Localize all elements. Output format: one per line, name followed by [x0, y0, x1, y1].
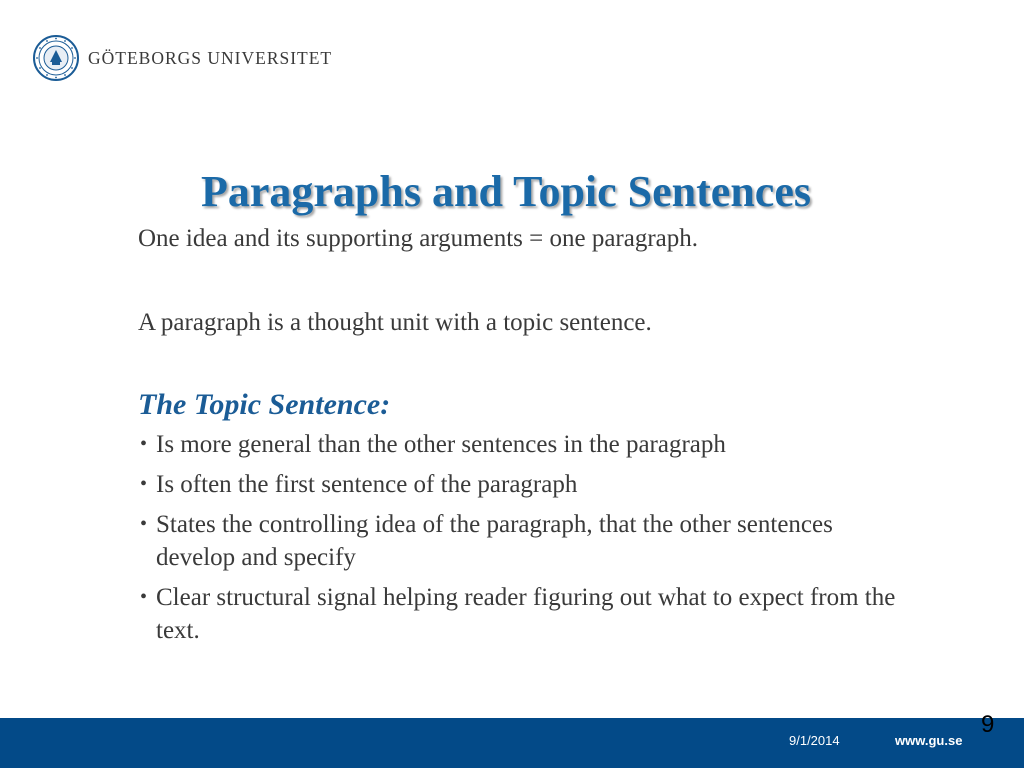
bullet-icon: •	[140, 473, 148, 495]
list-item-text: Is more general than the other sentences in the paragraph	[156, 431, 726, 458]
slide-date: 9/1/2014	[789, 733, 840, 748]
university-logo	[32, 34, 332, 82]
bullet-icon: •	[140, 433, 148, 455]
topic-sentence-heading: The Topic Sentence:	[138, 388, 391, 421]
website-url: www.gu.se	[895, 733, 963, 748]
bullet-icon: •	[140, 586, 148, 608]
list-item	[138, 428, 898, 461]
topic-sentence-list	[138, 428, 898, 647]
footer-bar	[0, 718, 1024, 768]
list-item-text: States the controlling idea of the paragraph, that the other sentences develop and specify	[156, 511, 833, 571]
list-item	[138, 508, 898, 574]
paragraph-definition: One idea and its supporting arguments = one paragraph.	[138, 225, 699, 252]
university-seal-icon	[32, 34, 80, 82]
slide-body	[138, 222, 898, 654]
bullet-icon: •	[140, 513, 148, 535]
slide-title: Paragraphs and Topic Sentences	[201, 167, 811, 216]
list-item-text: Clear structural signal helping reader figuring out what to expect from the text.	[156, 584, 896, 644]
paragraph-thought-unit: A paragraph is a thought unit with a topic sentence.	[138, 309, 652, 336]
page-number: 9	[981, 711, 995, 738]
university-name: GÖTEBORGS UNIVERSITET	[88, 47, 333, 68]
list-item	[138, 468, 898, 501]
list-item	[138, 581, 898, 647]
list-item-text: Is often the first sentence of the paragraph	[156, 471, 578, 498]
